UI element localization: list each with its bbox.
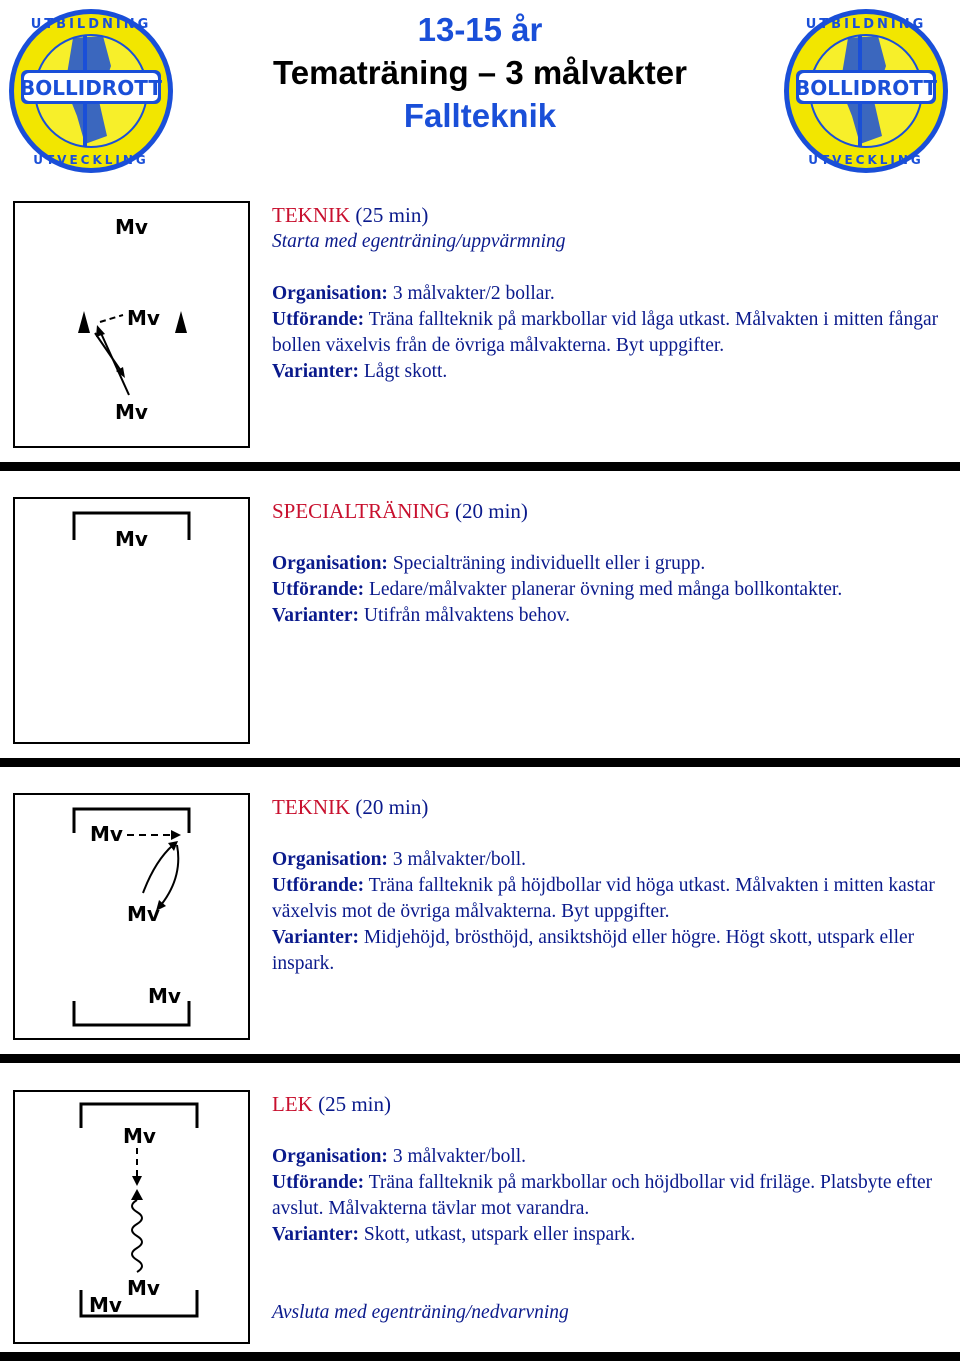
logo-bottom-text: UTVECKLING — [33, 153, 149, 167]
section-name: SPECIALTRÄNING — [272, 499, 450, 523]
mv-label: Mv — [127, 902, 160, 926]
section-name: LEK — [272, 1092, 313, 1116]
org-label: Organisation: — [272, 283, 388, 304]
section-lek — [272, 1090, 952, 1248]
mv-label: Mv — [115, 527, 148, 551]
age-group: 13-15 år — [417, 11, 543, 48]
org-text: 3 målvakter/2 bollar. — [392, 283, 555, 304]
org-label: Organisation: — [272, 1146, 388, 1167]
arrow-head — [171, 830, 181, 840]
drill-diagram-3 — [13, 793, 250, 1040]
exec-text: Träna fallteknik på markbollar vid låga utkast. Målvakten i mitten fångar bollen växelvis från de övriga målvakterna. Byt uppgifter. — [272, 309, 939, 356]
mv-label: Mv — [89, 1293, 122, 1317]
theme-title: Tematräning – 3 målvakter — [273, 54, 687, 91]
var-text: Skott, utkast, utspark eller inspark. — [363, 1224, 636, 1245]
exec-label: Utförande: — [272, 579, 365, 600]
footer-note: Avsluta med egenträning/nedvarvning — [272, 1302, 569, 1323]
arrow-curve — [143, 845, 173, 893]
exec-label: Utförande: — [272, 1172, 365, 1193]
exec-text: Träna fallteknik på markbollar och höjdbollar vid friläge. Platsbyte efter avslut. Målvakterna tävlar mot varandra. — [272, 1172, 933, 1219]
var-label: Varianter: — [272, 1224, 360, 1245]
section-name: TEKNIK — [272, 203, 351, 227]
logo-center-text: BOLLIDROTT — [795, 76, 937, 100]
exec-label: Utförande: — [272, 875, 365, 896]
exec-text: Träna fallteknik på höjdbollar vid höga utkast. Målvakten i mitten kastar växelvis mot de övriga målvakterna. Byt uppgifter. — [272, 875, 935, 922]
section-divider — [0, 1054, 960, 1063]
drill-diagram-4 — [13, 1090, 250, 1344]
var-label: Varianter: — [272, 361, 360, 382]
mv-label: Mv — [90, 822, 123, 846]
logo-top-text: UTBILDNING — [805, 17, 927, 32]
section-duration: (25 min) — [355, 203, 429, 227]
arrow-head — [132, 1176, 142, 1186]
var-label: Varianter: — [272, 927, 360, 948]
arrow-line — [95, 333, 121, 371]
logo-bottom-text: UTVECKLING — [808, 153, 924, 167]
section-duration: (20 min) — [355, 795, 429, 819]
dribble-path — [132, 1200, 142, 1272]
bollidrott-logo-left — [3, 6, 179, 176]
org-text: 3 målvakter/boll. — [392, 849, 527, 870]
logo-top-text: UTBILDNING — [30, 17, 152, 32]
drill-diagram-1 — [13, 201, 250, 448]
mv-label: Mv — [115, 215, 148, 239]
var-text: Lågt skott. — [363, 361, 448, 382]
page-header — [180, 8, 780, 138]
exec-label: Utförande: — [272, 309, 365, 330]
org-label: Organisation: — [272, 553, 388, 574]
section-divider — [0, 462, 960, 471]
mv-label: Mv — [127, 1276, 160, 1300]
org-label: Organisation: — [272, 849, 388, 870]
cone-marker — [175, 311, 187, 333]
mv-label: Mv — [123, 1124, 156, 1148]
var-text: Utifrån målvaktens behov. — [363, 605, 571, 626]
org-text: 3 målvakter/boll. — [392, 1146, 527, 1167]
var-text: Midjehöjd, brösthöjd, ansiktshöjd eller högre. Högt skott, utspark eller inspark. — [272, 927, 915, 974]
arrow-head — [131, 1189, 143, 1200]
section-divider — [0, 758, 960, 767]
org-text: Specialträning individuellt eller i grupp. — [392, 553, 706, 574]
drill-diagram-2 — [13, 497, 250, 744]
cone-marker — [78, 311, 90, 333]
section-divider — [0, 1352, 960, 1361]
exec-text: Ledare/målvakter planerar övning med många bollkontakter. — [368, 579, 843, 600]
section-duration: (20 min) — [455, 499, 528, 523]
section-name: TEKNIK — [272, 795, 351, 819]
mv-label: Mv — [127, 306, 160, 330]
section-duration: (25 min) — [318, 1092, 391, 1116]
logo-center-text: BOLLIDROTT — [20, 76, 162, 100]
mv-label: Mv — [115, 400, 148, 424]
topic-title: Fallteknik — [403, 97, 557, 134]
section-teknik-2 — [272, 793, 952, 977]
var-label: Varianter: — [272, 605, 360, 626]
section-specialtraning — [272, 497, 952, 629]
bollidrott-logo-right — [778, 6, 954, 176]
pass-line — [100, 315, 123, 322]
section-intro: Starta med egenträning/uppvärmning — [272, 231, 566, 252]
mv-label: Mv — [148, 984, 181, 1008]
section-teknik-1 — [272, 201, 952, 385]
